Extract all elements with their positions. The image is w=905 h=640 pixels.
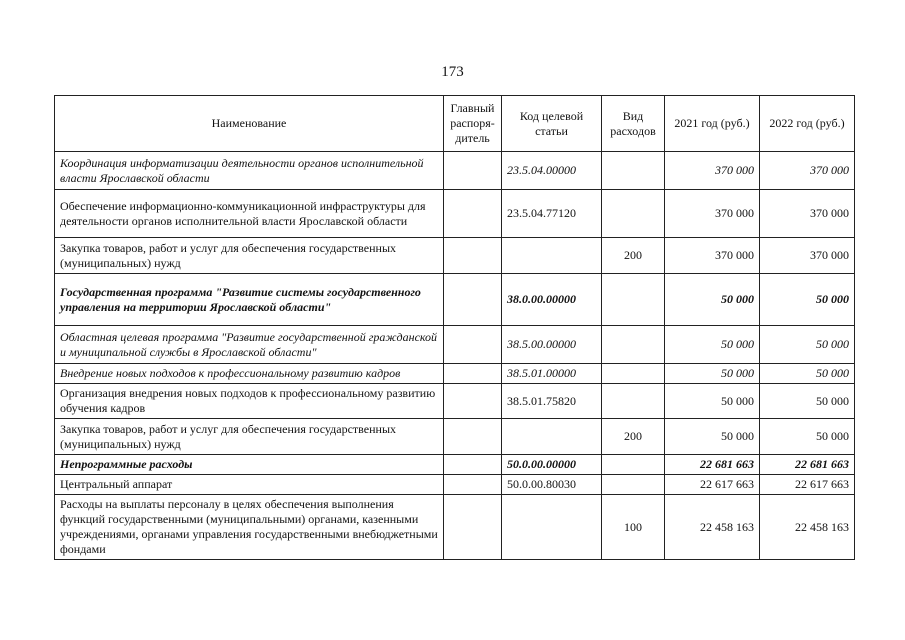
cell-y2022: 370 000 — [760, 238, 855, 274]
header-kind: Вид расходов — [602, 96, 665, 152]
cell-code: 50.0.00.00000 — [502, 455, 602, 475]
cell-code: 50.0.00.80030 — [502, 475, 602, 495]
table-row — [55, 475, 855, 495]
cell-y2022: 22 681 663 — [760, 455, 855, 475]
cell-y2022: 370 000 — [760, 190, 855, 238]
cell-admin — [444, 495, 502, 560]
cell-y2022: 50 000 — [760, 419, 855, 455]
cell-kind — [602, 190, 665, 238]
table-row — [55, 419, 855, 455]
cell-kind — [602, 152, 665, 190]
cell-kind — [602, 455, 665, 475]
cell-y2022: 50 000 — [760, 326, 855, 364]
cell-admin — [444, 326, 502, 364]
cell-kind: 200 — [602, 419, 665, 455]
cell-admin — [444, 364, 502, 384]
cell-y2021: 50 000 — [665, 274, 760, 326]
table-row — [55, 326, 855, 364]
cell-code — [502, 495, 602, 560]
cell-kind — [602, 475, 665, 495]
page-number: 173 — [441, 64, 464, 80]
table-row — [55, 495, 855, 560]
cell-kind — [602, 326, 665, 364]
cell-admin — [444, 238, 502, 274]
header-name: Наименование — [55, 96, 444, 152]
cell-y2022: 22 617 663 — [760, 475, 855, 495]
cell-admin — [444, 274, 502, 326]
cell-admin — [444, 419, 502, 455]
cell-name: Организация внедрения новых подходов к профессиональному развитию обучения кадров — [55, 384, 444, 419]
cell-admin — [444, 475, 502, 495]
table-body — [55, 152, 855, 560]
cell-code: 38.5.01.75820 — [502, 384, 602, 419]
cell-kind — [602, 274, 665, 326]
table-row — [55, 274, 855, 326]
cell-y2022: 370 000 — [760, 152, 855, 190]
header-2021: 2021 год (руб.) — [665, 96, 760, 152]
cell-code: 38.0.00.00000 — [502, 274, 602, 326]
cell-admin — [444, 455, 502, 475]
header-code: Код целевой статьи — [502, 96, 602, 152]
table-row — [55, 190, 855, 238]
cell-name: Расходы на выплаты персоналу в целях обеспечения выполнения функций государственными (муниципальными) органами, казенными учреждениями, органами управления государственными внебюджетными фондами — [55, 495, 444, 560]
cell-name: Непрограммные расходы — [55, 455, 444, 475]
cell-y2021: 370 000 — [665, 190, 760, 238]
table-row — [55, 238, 855, 274]
cell-code: 23.5.04.77120 — [502, 190, 602, 238]
cell-kind: 100 — [602, 495, 665, 560]
cell-name: Внедрение новых подходов к профессиональному развитию кадров — [55, 364, 444, 384]
budget-table — [54, 95, 855, 560]
table-row — [55, 364, 855, 384]
cell-y2022: 50 000 — [760, 274, 855, 326]
cell-admin — [444, 190, 502, 238]
cell-name: Областная целевая программа "Развитие государственной гражданской и муниципальной службы в Ярославской области" — [55, 326, 444, 364]
cell-y2021: 22 617 663 — [665, 475, 760, 495]
table-row — [55, 384, 855, 419]
table-header-row — [55, 96, 855, 152]
cell-y2021: 50 000 — [665, 419, 760, 455]
cell-name: Центральный аппарат — [55, 475, 444, 495]
cell-name: Закупка товаров, работ и услуг для обеспечения государственных (муниципальных) нужд — [55, 419, 444, 455]
cell-kind: 200 — [602, 238, 665, 274]
cell-code: 23.5.04.00000 — [502, 152, 602, 190]
cell-y2021: 50 000 — [665, 364, 760, 384]
cell-code — [502, 238, 602, 274]
cell-y2022: 22 458 163 — [760, 495, 855, 560]
cell-name: Координация информатизации деятельности органов исполнительной власти Ярославской области — [55, 152, 444, 190]
cell-y2021: 50 000 — [665, 384, 760, 419]
cell-name: Обеспечение информационно-коммуникационной инфраструктуры для деятельности органов исполнительной власти Ярославской области — [55, 190, 444, 238]
cell-admin — [444, 152, 502, 190]
table-row — [55, 455, 855, 475]
cell-y2021: 370 000 — [665, 152, 760, 190]
table-row — [55, 152, 855, 190]
cell-y2022: 50 000 — [760, 364, 855, 384]
cell-kind — [602, 384, 665, 419]
cell-y2021: 370 000 — [665, 238, 760, 274]
cell-code: 38.5.01.00000 — [502, 364, 602, 384]
cell-admin — [444, 384, 502, 419]
cell-name: Закупка товаров, работ и услуг для обеспечения государственных (муниципальных) нужд — [55, 238, 444, 274]
cell-code: 38.5.00.00000 — [502, 326, 602, 364]
cell-code — [502, 419, 602, 455]
cell-y2021: 22 681 663 — [665, 455, 760, 475]
header-2022: 2022 год (руб.) — [760, 96, 855, 152]
cell-y2021: 50 000 — [665, 326, 760, 364]
header-admin: Главный распоря-дитель — [444, 96, 502, 152]
cell-name: Государственная программа "Развитие системы государственного управления на территории Ярославской области" — [55, 274, 444, 326]
cell-y2022: 50 000 — [760, 384, 855, 419]
cell-kind — [602, 364, 665, 384]
cell-y2021: 22 458 163 — [665, 495, 760, 560]
